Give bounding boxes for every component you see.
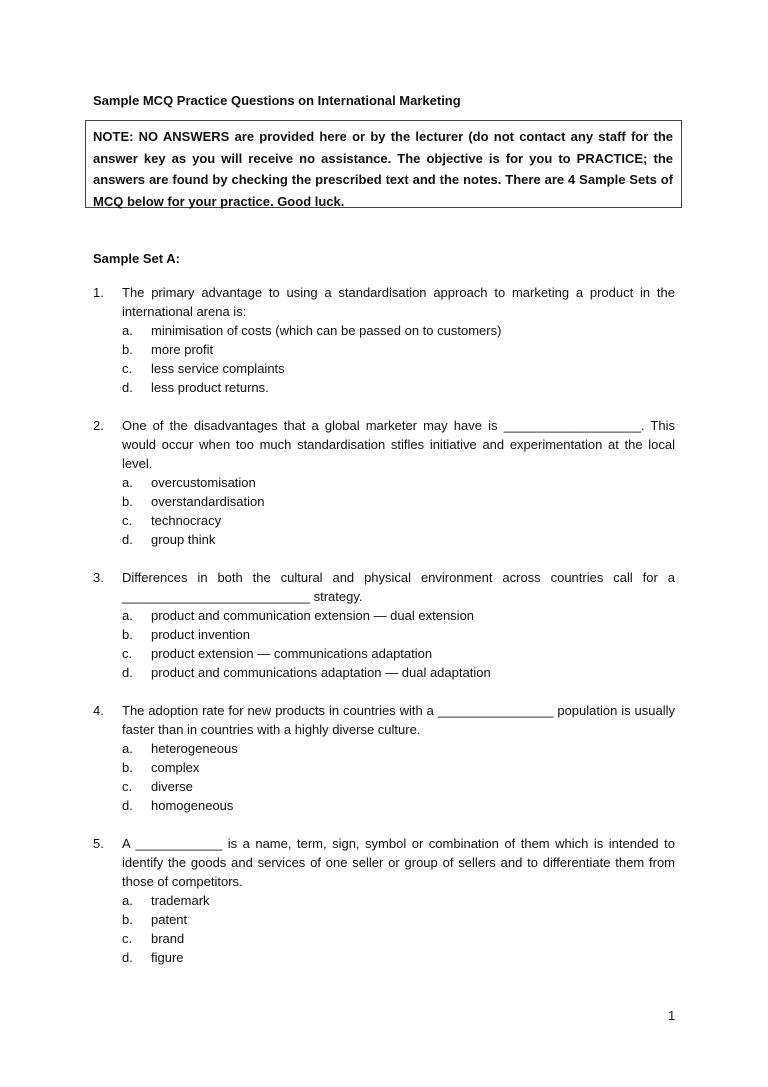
option-a xyxy=(122,321,675,340)
option-text: overcustomisation xyxy=(151,475,256,490)
question-text: One of the disadvantages that a global marketer may have is ___________________. This would occur when too much standardisation stifles initiative and experimentation at the local level. xyxy=(122,418,675,471)
option-text: technocracy xyxy=(151,513,222,528)
option-text: homogeneous xyxy=(151,798,234,813)
option-text: group think xyxy=(151,532,216,547)
option-a xyxy=(122,606,675,625)
question-list xyxy=(93,283,675,986)
option-text: brand xyxy=(151,931,185,946)
option-text: trademark xyxy=(151,893,210,908)
option-b xyxy=(122,758,675,777)
question-text: Differences in both the cultural and physical environment across countries call for a __________________________ strategy. xyxy=(122,570,675,604)
option-letter: a. xyxy=(122,608,133,623)
question-2 xyxy=(93,416,675,549)
option-letter: b. xyxy=(122,342,133,357)
option-text: patent xyxy=(151,912,188,927)
option-letter: d. xyxy=(122,665,133,680)
option-text: less service complaints xyxy=(151,361,285,376)
option-list xyxy=(122,891,675,967)
option-text: product and communications adaptation — dual adaptation xyxy=(151,665,491,680)
option-c xyxy=(122,359,675,378)
question-number: 4. xyxy=(93,703,104,718)
option-a xyxy=(122,891,675,910)
question-number: 2. xyxy=(93,418,104,433)
question-text: A ____________ is a name, term, sign, symbol or combination of them which is intended to identify the goods and services of one seller or group of sellers and to differentiate them from those of competitors. xyxy=(122,836,675,889)
page-number: 1 xyxy=(668,1008,676,1023)
question-number: 3. xyxy=(93,570,104,585)
option-letter: b. xyxy=(122,760,133,775)
option-text: figure xyxy=(151,950,184,965)
note-box: NOTE: NO ANSWERS are provided here or by the lecturer (do not contact any staff for the answer key as you will receive no assistance. The objective is for you to PRACTICE; the answers are found by checking the prescribed text and the notes. There are 4 Sample Sets of MCQ below for your practice. Good luck. xyxy=(85,120,682,208)
option-letter: a. xyxy=(122,741,133,756)
document-title: Sample MCQ Practice Questions on International Marketing xyxy=(93,93,461,108)
option-d xyxy=(122,663,675,682)
option-list xyxy=(122,739,675,815)
option-text: product invention xyxy=(151,627,251,642)
question-text: The adoption rate for new products in countries with a ________________ population is usually faster than in countries with a highly diverse culture. xyxy=(122,703,675,737)
option-text: minimisation of costs (which can be passed on to customers) xyxy=(151,323,502,338)
option-letter: c. xyxy=(122,361,133,376)
question-1 xyxy=(93,283,675,397)
option-list xyxy=(122,321,675,397)
option-text: product and communication extension — dual extension xyxy=(151,608,475,623)
option-letter: d. xyxy=(122,798,133,813)
option-text: complex xyxy=(151,760,200,775)
question-3 xyxy=(93,568,675,682)
option-letter: c. xyxy=(122,779,133,794)
option-letter: c. xyxy=(122,646,133,661)
option-a xyxy=(122,739,675,758)
option-letter: a. xyxy=(122,893,133,908)
option-d xyxy=(122,530,675,549)
option-text: less product returns. xyxy=(151,380,269,395)
option-d xyxy=(122,796,675,815)
option-letter: d. xyxy=(122,532,133,547)
option-b xyxy=(122,340,675,359)
option-text: heterogeneous xyxy=(151,741,238,756)
option-list xyxy=(122,473,675,549)
option-letter: c. xyxy=(122,931,133,946)
option-letter: a. xyxy=(122,323,133,338)
option-letter: b. xyxy=(122,494,133,509)
option-d xyxy=(122,378,675,397)
option-c xyxy=(122,511,675,530)
question-number: 1. xyxy=(93,285,104,300)
option-b xyxy=(122,625,675,644)
option-letter: b. xyxy=(122,627,133,642)
option-a xyxy=(122,473,675,492)
option-letter: d. xyxy=(122,950,133,965)
option-letter: d. xyxy=(122,380,133,395)
question-5 xyxy=(93,834,675,967)
option-text: product extension — communications adaptation xyxy=(151,646,433,661)
question-text: The primary advantage to using a standardisation approach to marketing a product in the international arena is: xyxy=(122,285,675,319)
question-number: 5. xyxy=(93,836,104,851)
option-letter: c. xyxy=(122,513,133,528)
option-c xyxy=(122,929,675,948)
question-4 xyxy=(93,701,675,815)
set-heading: Sample Set A: xyxy=(93,251,180,266)
option-b xyxy=(122,910,675,929)
option-text: more profit xyxy=(151,342,214,357)
option-text: overstandardisation xyxy=(151,494,265,509)
option-letter: b. xyxy=(122,912,133,927)
option-text: diverse xyxy=(151,779,193,794)
option-list xyxy=(122,606,675,682)
option-c xyxy=(122,644,675,663)
option-b xyxy=(122,492,675,511)
option-letter: a. xyxy=(122,475,133,490)
option-d xyxy=(122,948,675,967)
option-c xyxy=(122,777,675,796)
